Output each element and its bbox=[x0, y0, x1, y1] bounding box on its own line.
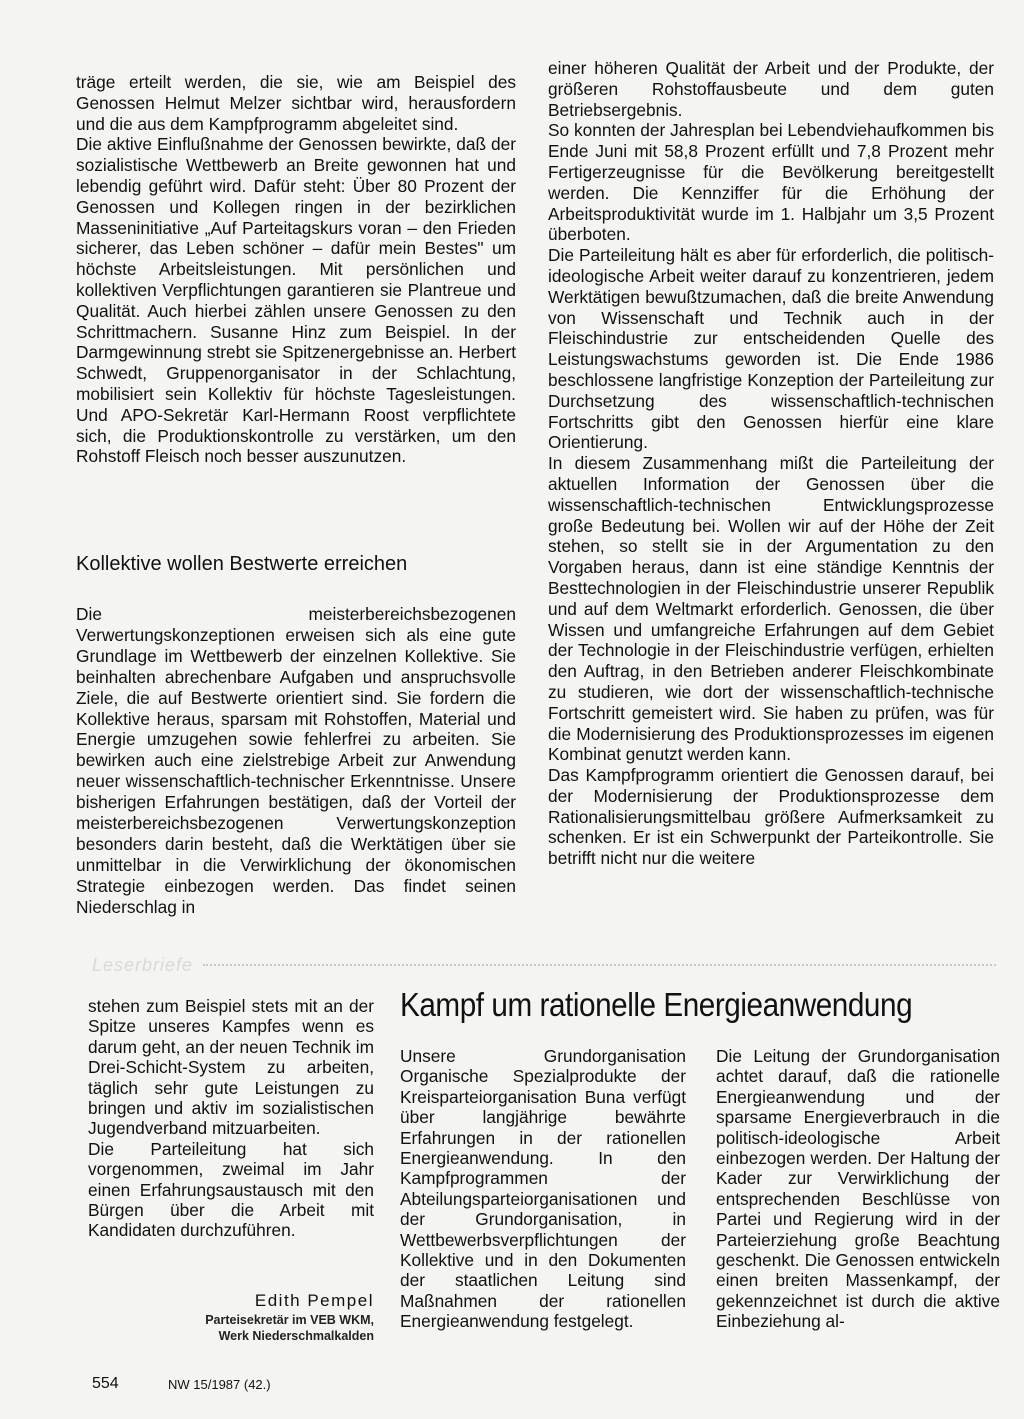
paragraph: stehen zum Beispiel stets mit an der Spitze unseres Kampfes wenn es darum geht, an der neuen Technik im Drei-Schicht-System zu arbeiten, täglich sehr gute Leistungen zu bringen und aktiv im sozialistischen Jugendverband mitzuarbeiten. bbox=[88, 996, 374, 1139]
author-role-line1: Parteisekretär im VEB WKM, bbox=[205, 1313, 374, 1327]
paragraph: So konnten der Jahresplan bei Lebendviehaufkommen bis Ende Juni mit 58,8 Prozent erfüllt und 7,8 Prozent mehr Fertigerzeugnisse für die Bevölkerung bereitgestellt werden. Die Kennziffer für die Erhöhung der Arbeitsproduktivität wurde im 1. Halbjahr um 3,5 Prozent überboten. bbox=[548, 120, 994, 245]
letters-label: Leserbriefe bbox=[92, 954, 194, 975]
section-heading: Kollektive wollen Bestwerte erreichen bbox=[76, 553, 408, 575]
author-name: Edith Pempel bbox=[254, 1291, 374, 1310]
paragraph: Die meisterbereichsbezogenen Verwertungskonzeptionen erweisen sich als eine gute Grundlage im Wettbewerb der einzelnen Kollektive. Sie beinhalten abrechenbare Aufgaben und anspruchsvolle Ziele, die auf Bestwerte orientiert sind. Sie fordern die Kollektive heraus, sparsam mit Rohstoffen, Material und Energie umzugehen sowie fehlerfrei zu arbeiten. Sie bewirken auch eine zielstrebige Arbeit zur Anwendung neuer wissenschaftlich-technischer Erkenntnisse. Unsere bisherigen Erfahrungen bestätigen, daß der Vorteil der meisterbereichsbezogenen Verwertungskonzeption besonders darin besteht, daß die Werktätigen über sie unmittelbar in die Verwirklichung der ökonomischen Strategie einbezogen werden. Das findet seinen Niederschlag in bbox=[76, 604, 516, 917]
paragraph: In diesem Zusammenhang mißt die Parteileitung der aktuellen Information der Genossen über die wissenschaftlich-technischen Entwicklungsprozesse große Bedeutung bei. Wollen wir auf der Höhe der Zeit stehen, so stellt sie in der Argumentation zu den Vorgaben heraus, dann ist eine ständige Kenntnis der Besttechnologien in der Fleischindustrie unserer Republik und auf dem Weltmarkt erforderlich. Genossen, die über Wissen und umfangreiche Erfahrungen auf dem Gebiet der Technologie in der Fleischindustrie verfügen, erhielten den Auftrag, in den Betrieben anderer Fleischkombinate zu studieren, wie dort der wissenschaftlich-technische Fortschritt gemeistert wird. Sie haben zu prüfen, was für die Modernisierung des Produktionsprozesses im eigenen Kombinat genutzt werden kann. bbox=[548, 453, 994, 765]
paragraph: einer höheren Qualität der Arbeit und der Produkte, der größeren Rohstoffausbeute und dem guten Betriebsergebnis. bbox=[548, 58, 994, 120]
page-number: 554 bbox=[92, 1375, 119, 1392]
paragraph: Die aktive Einflußnahme der Genossen bewirkte, daß der sozialistische Wettbewerb an Breite gewonnen hat und lebendig geführt wird. Dafür steht: Über 80 Prozent der Genossen und Kollegen ringen in der bezirklichen Masseninitiative „Auf Parteitagskurs voran – den Frieden sicherer, das Leben schöner – dafür mein Bestes" um höchste Arbeitsleistungen. Mit persönlichen und kollektiven Verpflichtungen garantieren sie Plantreue und Qualität. Auch hierbei zählen unsere Genossen zu den Schrittmachern. Susanne Hinz zum Beispiel. In der Darmgewinnung strebt sie Spitzenergebnisse an. Herbert Schwedt, Gruppenorganisator in der Schlachtung, mobilisiert sein Kollektiv für höchste Tagesleistungen. Und APO-Sekretär Karl-Hermann Roost verpflichtete sich, die Produktionskontrolle zu verstärken, um den Rohstoff Fleisch noch besser auszunutzen. bbox=[76, 134, 516, 467]
letter-column bbox=[88, 996, 374, 1241]
paragraph: träge erteilt werden, die sie, wie am Beispiel des Genossen Helmut Melzer sichtbar wird, herausfordern und die aus dem Kampfprogramm abgeleitet sind. bbox=[76, 72, 516, 134]
author-role-line2: Werk Niederschmalkalden bbox=[218, 1329, 374, 1343]
article-title: Kampf um rationelle Energieanwendung bbox=[400, 986, 913, 1023]
issue-reference: NW 15/1987 (42.) bbox=[168, 1377, 271, 1392]
signature-block bbox=[200, 1290, 374, 1344]
left-column-top bbox=[76, 72, 516, 467]
paragraph: Das Kampfprogramm orientiert die Genossen darauf, bei der Modernisierung der Produktionsprozesse dem Rationalisierungsmittelbau größere Aufmerksamkeit zu schenken. Er ist ein Schwerpunkt der Parteikontrolle. Sie betrifft nicht nur die weitere bbox=[548, 765, 994, 869]
paragraph: Die Parteileitung hat sich vorgenommen, zweimal im Jahr einen Erfahrungsaustausch mit den Bürgen über die Arbeit mit Kandidaten durchzuführen. bbox=[88, 1138, 374, 1241]
section-body bbox=[76, 604, 516, 918]
article-column-2 bbox=[716, 1046, 1000, 1332]
paragraph: Unsere Grundorganisation Organische Spezialprodukte der Kreisparteiorganisation Buna verfügt über langjährige bewährte Erfahrungen in der rationellen Energieanwendung. In den Kampfprogrammen der Abteilungsparteiorganisationen und der Grundorganisation, in Wettbewerbsverpflichtungen der Kollektive und in den Dokumenten der staatlichen Leitung sind Maßnahmen der rationellen Energieanwendung festgelegt. bbox=[400, 1046, 686, 1332]
right-column-top bbox=[548, 58, 994, 869]
paragraph: Die Leitung der Grundorganisation achtet darauf, daß die rationelle Energieanwendung und der sparsame Energieverbrauch in die politisch-ideologische Arbeit einbezogen werden. Der Haltung der Kader zur Verwirklichung der entsprechenden Beschlüsse von Partei und Regierung wird in der Parteierziehung große Beachtung geschenkt. Die Genossen entwickeln einen breiten Massenkampf, der gekennzeichnet ist durch die aktive Einbeziehung al- bbox=[716, 1046, 1000, 1332]
letters-section-divider bbox=[92, 954, 996, 975]
article-column-1 bbox=[400, 1046, 686, 1332]
paragraph: Die Parteileitung hält es aber für erforderlich, die politisch-ideologische Arbeit weiter darauf zu konzentrieren, jedem Werktätigen bewußtzumachen, daß die breite Anwendung von Wissenschaft und Technik auch in der Fleischindustrie zur entscheidenden Quelle des Leistungswachstums geworden ist. Die Ende 1986 beschlossene langfristige Konzeption der Parteileitung zur Durchsetzung des wissenschaftlich-technischen Fortschritts gibt den Genossen hierfür eine klare Orientierung. bbox=[548, 245, 994, 453]
dotted-rule bbox=[203, 964, 996, 966]
